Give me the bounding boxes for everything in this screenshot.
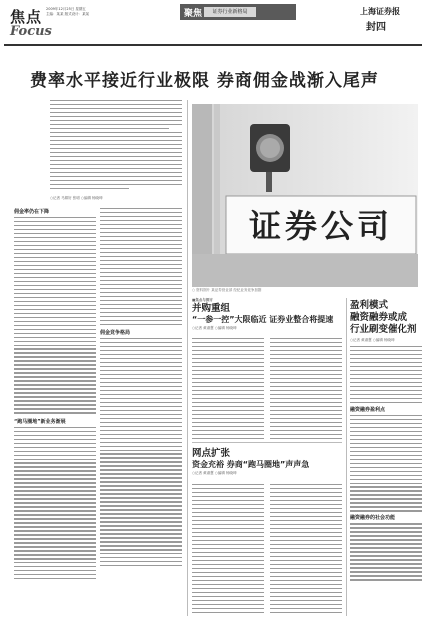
- left-subhead-2: 佣金竞争格局: [100, 329, 131, 336]
- right-text-block-2: [350, 415, 422, 512]
- topic-bar-subtitle: 证券行业新格局: [204, 7, 256, 17]
- topic-bar-label: 聚焦: [184, 9, 203, 19]
- photo-caption: ○ 资料图片 某证券营业部 经纪业务竞争加剧: [192, 288, 262, 292]
- center-text-col-2: [270, 338, 342, 442]
- branch-byline: ○记者 黄淑慧 ○编辑 杨晓坤: [192, 471, 237, 475]
- center-divider: [192, 442, 342, 443]
- section-brand: [4, 4, 124, 46]
- right-subhead-2: 融资融券的社会功能: [350, 515, 396, 522]
- lead-paragraph: [50, 100, 182, 192]
- branch-text-col-2: [270, 484, 342, 615]
- right-byline: ○记者 黄淑慧 ○编辑 杨晓坤: [350, 338, 395, 342]
- left-column: [14, 208, 96, 582]
- topic-bar: [180, 4, 296, 20]
- left-subhead-1: 佣金率仍在下降: [14, 209, 50, 215]
- left2-text-block-1: [100, 208, 182, 325]
- branch-title: 资金充裕 券商“跑马圈地”声声急: [192, 460, 310, 469]
- left-text-block-1: [14, 217, 96, 414]
- right-subhead-1: 融资融券盈利点: [350, 406, 386, 413]
- page-label: 封四: [366, 22, 386, 33]
- right-text-block-3: [350, 523, 422, 580]
- section-name-en: Focus: [10, 24, 52, 39]
- right-title-2: 融资融券或成: [350, 312, 408, 323]
- left2-text-block-2: [100, 338, 182, 567]
- lead-byline: ○记者 马婧好 张明 ○编辑 杨晓坤: [50, 196, 103, 200]
- center-article-ma: [192, 298, 342, 331]
- issue-date-line: 2009年12月25日 星期五: [46, 7, 86, 11]
- issue-date: [46, 7, 106, 17]
- column-divider-right: [346, 298, 347, 616]
- section-name-cn: 焦点: [10, 8, 43, 26]
- center-article-branch: [192, 448, 342, 476]
- center-subtitle: “一参一控”大限临近 证券业整合将提速: [192, 315, 334, 324]
- branch-kicker-title: 网点扩张: [192, 448, 231, 459]
- center-text-col-1: [192, 338, 264, 442]
- masthead-rule: [4, 44, 422, 46]
- center-kicker: ■焦点与探讨: [192, 298, 213, 302]
- center-byline: ○记者 黄淑慧 ○编辑 杨晓坤: [192, 326, 237, 330]
- right-title-3: 行业刷变催化剂: [350, 324, 417, 335]
- center-title: 并购重组: [192, 303, 231, 314]
- issue-editor-line: 主编：某某 版式设计：某某: [46, 12, 90, 16]
- right-text-block-1: [350, 346, 422, 403]
- left-subhead-3: “跑马圈地”新业务渐展: [14, 418, 66, 425]
- left-text-block-2: [14, 427, 96, 580]
- branch-text-col-1: [192, 484, 264, 615]
- right-article: [350, 300, 422, 583]
- securities-sign-photo: [192, 104, 418, 287]
- main-headline: 费率水平接近行业极限 券商佣金战渐入尾声: [30, 71, 379, 91]
- svg-text:证券公司: 证券公司: [248, 207, 394, 245]
- right-title-1: 盈利模式: [350, 300, 389, 311]
- photo-graphic: [192, 104, 418, 287]
- paper-name: 上海证券报: [360, 6, 400, 16]
- masthead: [4, 4, 422, 46]
- left-column-2: [100, 208, 182, 569]
- column-divider-left: [187, 100, 188, 616]
